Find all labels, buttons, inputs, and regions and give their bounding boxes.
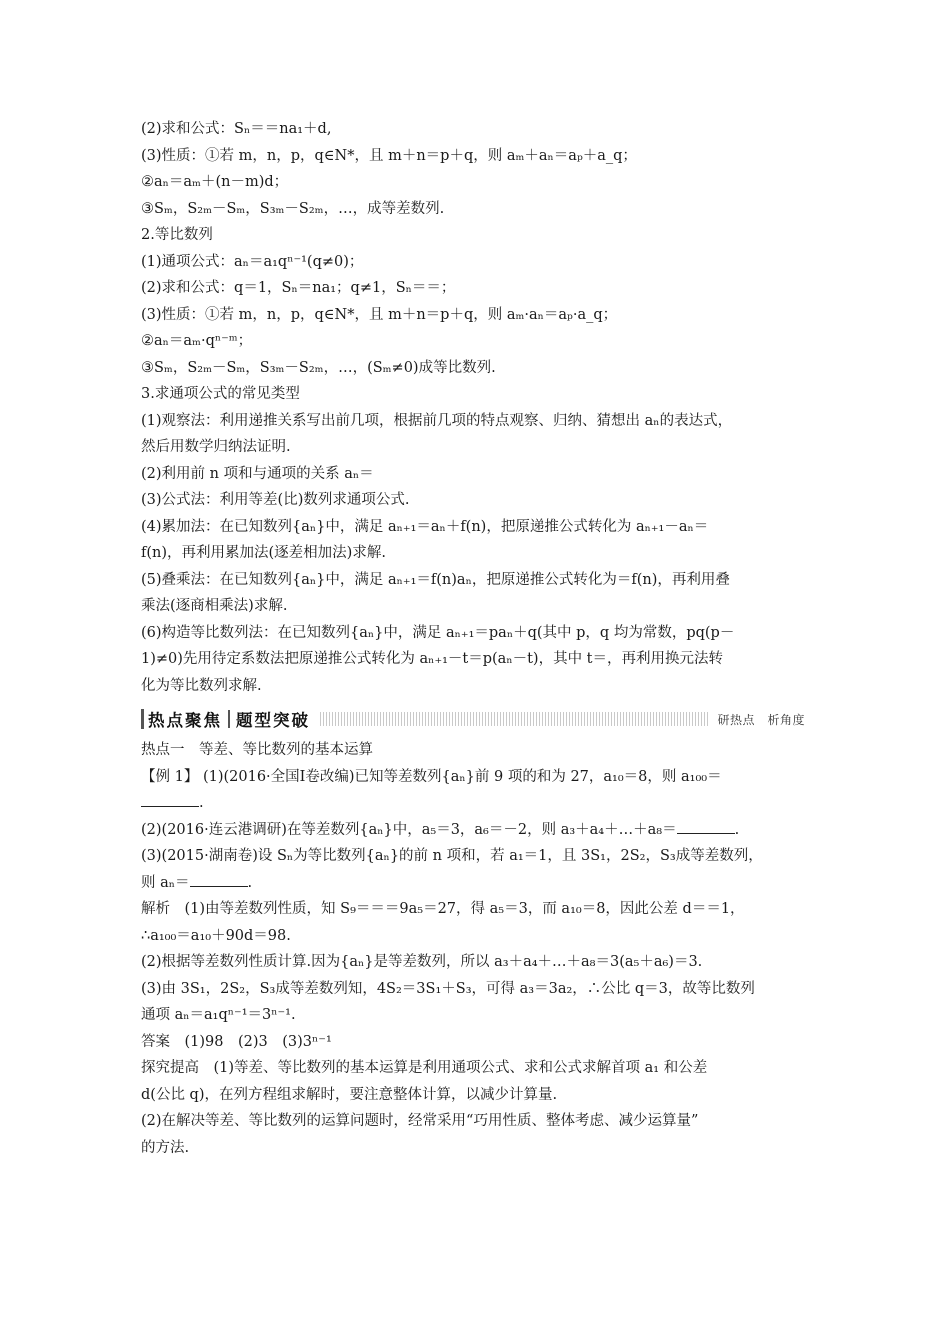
example-question-3-cont: 则 aₙ＝ . <box>141 870 813 897</box>
example-question-3: (3)(2015·湖南卷)设 Sₙ为等比数列{aₙ}的前 n 项和，若 a₁＝1，且 3S₁，2S₂，S₃成等差数列， <box>141 848 763 864</box>
answer-line: 答案 (1)98 (2)3 (3)3ⁿ⁻¹ <box>141 1033 332 1050</box>
text-line: (3)性质：①若 m，n，p，q∈N*，且 m＋n＝p＋q，则 aₘ＋aₙ＝aₚ＋a_q； <box>141 147 637 164</box>
topic-heading: 热点一 等差、等比数列的基本运算 <box>141 742 373 758</box>
answer-blank <box>141 792 199 807</box>
solution-line: 解析 (1)由等差数列性质，知 S₉＝＝＝9a₅＝27，得 a₅＝3，而 a₁₀＝8，因此公差 d＝＝1， <box>141 901 745 917</box>
example-question-1: 【例 1】 (1)(2016·全国Ⅰ卷改编)已知等差数列{aₙ}前 9 项的和为 27，a₁₀＝8，则 a₁₀₀＝ <box>141 768 722 785</box>
text-line: 化为等比数列求解. <box>141 677 262 694</box>
solution-line: ∴a₁₀₀＝a₁₀＋90d＝98. <box>141 927 291 944</box>
tip-line: 探究提高 (1)等差、等比数列的基本运算是利用通项公式、求和公式求解首项 a₁ 和公差 <box>141 1060 708 1076</box>
text-line: (1)观察法：利用递推关系写出前几项，根据前几项的特点观察、归纳、猜想出 aₙ的表达式， <box>141 412 733 429</box>
tip-line: 的方法. <box>141 1139 190 1156</box>
text-line: ③Sₘ，S₂ₘ－Sₘ，S₃ₘ－S₂ₘ，…，(Sₘ≠0)成等比数列. <box>141 359 496 376</box>
text-line: f(n)，再利用累加法(逐差相加法)求解. <box>141 545 386 561</box>
tip-line: d(公比 q)，在列方程组求解时，要注意整体计算，以减少计算量. <box>141 1086 558 1103</box>
text-line: (2)求和公式：Sₙ＝＝na₁＋d, <box>141 121 332 137</box>
banner-title-hotspot: 热点聚焦 <box>148 711 222 730</box>
solution-line: (3)由 3S₁，2S₂，S₃成等差数列知，4S₂＝3S₁＋S₃，可得 a₃＝3a₂，∴公比 q＝3，故等比数列 <box>141 980 755 997</box>
text-line: 乘法(逐商相乘法)求解. <box>141 598 288 614</box>
text-line: (2)求和公式：q＝1，Sₙ＝na₁；q≠1，Sₙ＝＝； <box>141 280 456 296</box>
text-line: ②aₙ＝aₘ·qⁿ⁻ᵐ； <box>141 333 253 349</box>
example-question-1-blank-line: . <box>141 790 813 817</box>
text-line: ②aₙ＝aₘ＋(n－m)d； <box>141 174 289 190</box>
answer-blank <box>677 819 735 834</box>
text-line: (5)叠乘法：在已知数列{aₙ}中，满足 aₙ₊₁＝f(n)aₙ，把原递推公式转化为＝f(n)，再利用叠 <box>141 571 730 588</box>
text-line: (3)性质：①若 m，n，p，q∈N*，且 m＋n＝p＋q，则 aₘ·aₙ＝aₚ·a_q； <box>141 306 618 323</box>
banner-tag: 研热点 析角度 <box>717 712 805 727</box>
section-heading: 3.求通项公式的常见类型 <box>141 386 300 402</box>
text-line: 1)≠0)先用待定系数法把原递推公式转化为 aₙ₊₁－t＝p(aₙ－t)，其中 t＝，再利用换元法转 <box>141 651 724 667</box>
example-question-2: (2)(2016·连云港调研)在等差数列{aₙ}中，a₅＝3，a₆＝－2，则 a₃＋a₄＋…＋a₈＝ . <box>141 817 813 844</box>
banner-hatch-decoration <box>320 712 709 726</box>
solution-line: 通项 aₙ＝a₁qⁿ⁻¹＝3ⁿ⁻¹. <box>141 1007 296 1023</box>
text-line: (1)通项公式：aₙ＝a₁qⁿ⁻¹(q≠0)； <box>141 253 364 270</box>
text-line: (3)公式法：利用等差(比)数列求通项公式. <box>141 492 410 508</box>
solution-line: (2)根据等差数列性质计算.因为{aₙ}是等差数列，所以 a₃＋a₄＋…＋a₈＝3(a₅＋a₆)＝3. <box>141 954 703 970</box>
text-line: (6)构造等比数列法：在已知数列{aₙ}中，满足 aₙ₊₁＝paₙ＋q(其中 p，q 均为常数，pq(p－ <box>141 624 735 641</box>
banner-bar <box>141 709 144 729</box>
banner-title-breakthrough: 题型突破 <box>236 711 310 730</box>
document-page <box>141 116 813 1161</box>
text-line: ③Sₘ，S₂ₘ－Sₘ，S₃ₘ－S₂ₘ，…，成等差数列. <box>141 200 445 217</box>
text-line: 然后用数学归纳法证明. <box>141 439 291 455</box>
tip-line: (2)在解决等差、等比数列的运算问题时，经常采用“巧用性质、整体考虑、减少运算量” <box>141 1113 699 1129</box>
section-heading: 2.等比数列 <box>141 227 213 243</box>
section-banner <box>141 707 813 731</box>
text-line: (4)累加法：在已知数列{aₙ}中，满足 aₙ₊₁＝aₙ＋f(n)，把原递推公式转化为 aₙ₊₁－aₙ＝ <box>141 518 709 535</box>
banner-divider <box>228 710 230 728</box>
answer-blank <box>190 872 248 887</box>
text-line: (2)利用前 n 项和与通项的关系 aₙ＝ <box>141 465 374 482</box>
